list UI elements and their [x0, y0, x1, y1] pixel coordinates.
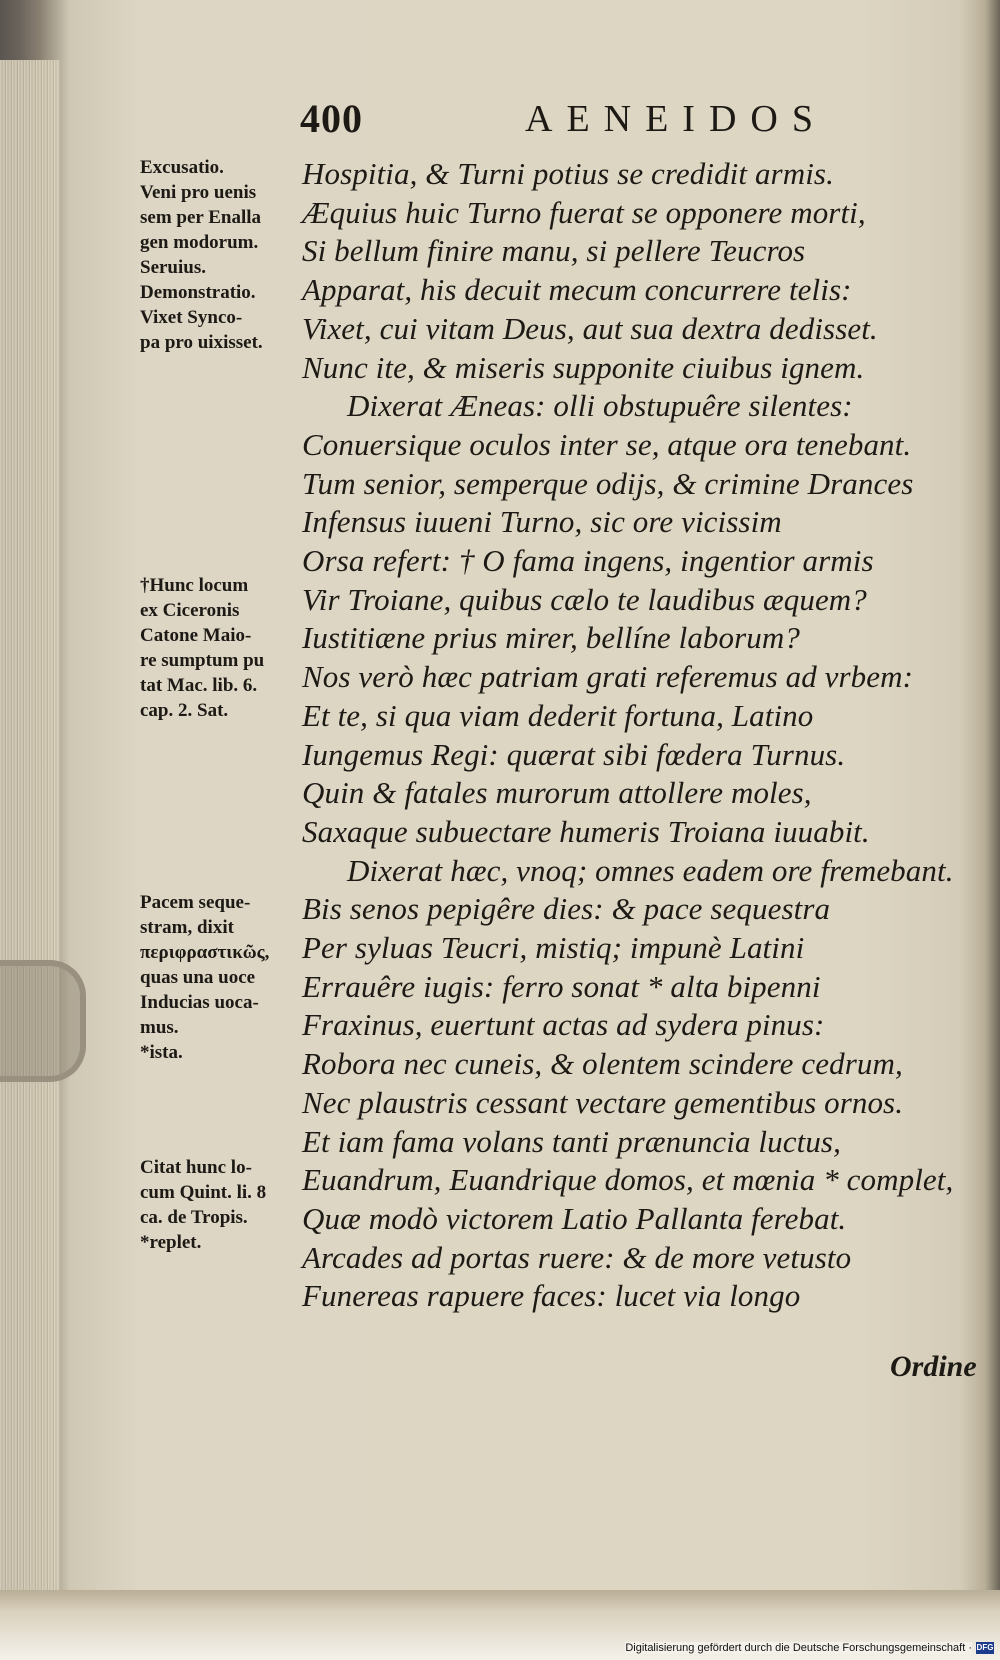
verse-line: Errauêre iugis: ferro sonat * alta bipenni [302, 968, 821, 1004]
verse-line: Quin & fatales murorum attollere moles, [302, 775, 812, 811]
verse-line: Dixerat Æneas: olli obstupuêre silentes: [347, 388, 853, 424]
credit-text: Digitalisierung gefördert durch die Deutsche Forschungsgemeinschaft · [625, 1642, 972, 1654]
margin-note-line: Excusatio. [140, 157, 224, 178]
margin-note-line: gen modorum. [140, 232, 259, 253]
margin-note [140, 573, 305, 723]
verse-line: Robora nec cuneis, & olentem scindere cedrum, [302, 1046, 903, 1082]
book-page-edges [0, 60, 60, 1590]
margin-note-line: cum Quint. li. 8 [140, 1182, 267, 1203]
margin-note-line: *ista. [140, 1042, 183, 1063]
page-header [0, 95, 1000, 145]
margin-note-line: stram, dixit [140, 917, 234, 938]
verse-line: Per syluas Teucri, mistiq; impunè Latini [302, 930, 805, 966]
digitization-credit [625, 1639, 994, 1657]
margin-note [140, 1155, 305, 1255]
margin-note-line: Veni pro uenis [140, 182, 257, 203]
catchword: Ordine [890, 1350, 977, 1383]
book-clasp-icon [0, 960, 86, 1082]
margin-note-line: Vixet Synco- [140, 307, 243, 328]
margin-note-line: Pacem seque- [140, 892, 251, 913]
verse-line: Conuersique oculos inter se, atque ora tenebant. [302, 426, 912, 462]
margin-note-line: *replet. [140, 1232, 202, 1253]
verse-line: Nos verò hæc patriam grati referemus ad vrbem: [302, 659, 914, 695]
margin-note-line: Demonstratio. [140, 282, 256, 303]
verse-line: Æquius huic Turno fuerat se opponere morti, [302, 194, 866, 230]
verse-block [302, 155, 982, 1316]
margin-note-line: περιφραστικῶς, [140, 942, 270, 963]
margin-note-line: pa pro uixisset. [140, 332, 263, 353]
verse-line: Et iam fama volans tanti prænuncia luctus, [302, 1123, 841, 1159]
margin-note-line: cap. 2. Sat. [140, 700, 229, 721]
verse-line: Infensus iuueni Turno, sic ore vicissim [302, 504, 782, 540]
margin-note-line: Seruius. [140, 257, 206, 278]
margin-note-line: Inducias uoca- [140, 992, 259, 1013]
margin-note-line: quas una uoce [140, 967, 256, 988]
verse-line: Iungemus Regi: quærat sibi fœdera Turnus. [302, 736, 846, 772]
margin-note-line: ca. de Tropis. [140, 1207, 248, 1228]
margin-note [140, 890, 305, 1065]
margin-note-line: Catone Maio- [140, 625, 252, 646]
verse-line: Euandrum, Euandrique domos, et mœnia * complet, [302, 1162, 954, 1198]
verse-line: Iustitiæne prius mirer, bellíne laborum? [302, 620, 800, 656]
verse-line: Fraxinus, euertunt actas ad sydera pinus: [302, 1007, 825, 1043]
margin-note [140, 155, 305, 355]
margin-note-line: tat Mac. lib. 6. [140, 675, 258, 696]
verse-line: Apparat, his decuit mecum concurrere telis: [302, 272, 852, 308]
verse-line: Funereas rapuere faces: lucet via longo [302, 1278, 801, 1314]
verse-line: Si bellum finire manu, si pellere Teucros [302, 233, 806, 269]
verse-line: Nec plaustris cessant vectare gementibus ornos. [302, 1084, 904, 1120]
running-head: AENEIDOS [525, 98, 827, 140]
page-number: 400 [300, 96, 363, 141]
verse-line: Hospitia, & Turni potius se credidit armis. [302, 156, 834, 191]
margin-note-line: †Hunc locum [140, 575, 249, 596]
margin-note-line: re sumptum pu [140, 650, 265, 671]
verse-line: Dixerat hæc, vnoq; omnes eadem ore fremebant. [347, 852, 954, 888]
verse-line: Et te, si qua viam dederit fortuna, Latino [302, 697, 814, 733]
verse-line: Vixet, cui vitam Deus, aut sua dextra dedisset. [302, 310, 878, 346]
verse-line: Vir Troiane, quibus cælo te laudibus æquem? [302, 581, 867, 617]
verse-line: Bis senos pepigêre dies: & pace sequestra [302, 891, 831, 927]
verse-line: Saxaque subuectare humeris Troiana iuuabit. [302, 813, 870, 849]
verse-line: Quæ modò victorem Latio Pallanta ferebat. [302, 1200, 847, 1236]
margin-note-line: mus. [140, 1017, 179, 1038]
margin-note-line: sem per Enalla [140, 207, 262, 228]
verse-line: Orsa refert: † O fama ingens, ingentior armis [302, 543, 874, 579]
margin-note-line: Citat hunc lo- [140, 1157, 252, 1178]
verse-line: Tum senior, semperque odijs, & crimine Drances [302, 465, 914, 501]
margin-note-line: ex Ciceronis [140, 600, 240, 621]
verse-line: Arcades ad portas ruere: & de more vetusto [302, 1239, 852, 1275]
verse-line: Nunc ite, & miseris supponite ciuibus ignem. [302, 349, 865, 385]
dfg-logo-icon: DFG [976, 1643, 994, 1652]
